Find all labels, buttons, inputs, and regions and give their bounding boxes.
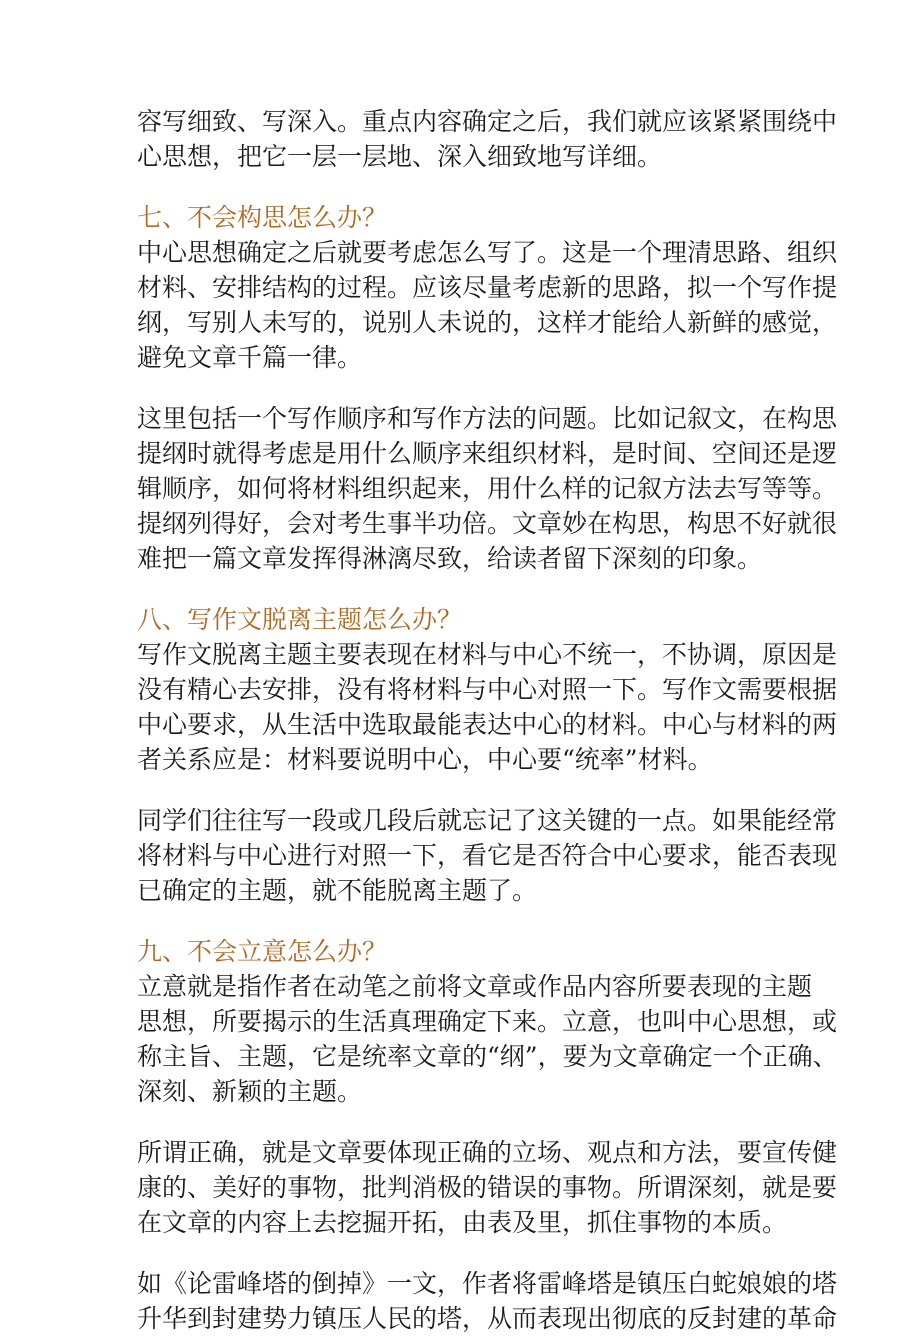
paragraph-line: 者关系应是：材料要说明中心，中心要“统率”材料。 bbox=[137, 745, 713, 774]
paragraph-line: 将材料与中心进行对照一下，看它是否符合中心要求，能否表现 bbox=[137, 841, 838, 870]
paragraph bbox=[137, 1266, 838, 1336]
section-9 bbox=[137, 934, 838, 1336]
paragraph bbox=[137, 803, 838, 908]
paragraph bbox=[137, 969, 838, 1109]
paragraph-line: 康的、美好的事物，批判消极的错误的事物。所谓深刻，就是要 bbox=[137, 1173, 838, 1202]
paragraph-line: 如《论雷峰塔的倒掉》一文，作者将雷峰塔是镇压白蛇娘娘的塔 bbox=[137, 1269, 838, 1298]
paragraph-line: 立意就是指作者在动笔之前将文章或作品内容所要表现的主题 bbox=[137, 972, 813, 1001]
paragraph-line: 提纲时就得考虑是用什么顺序来组织材料，是时间、空间还是逻 bbox=[137, 439, 838, 468]
paragraph-line: 心思想，把它一层一层地、深入细致地写详细。 bbox=[137, 142, 663, 171]
paragraph-line: 材料、安排结构的过程。应该尽量考虑新的思路，拟一个写作提 bbox=[137, 273, 838, 302]
section-heading: 八、写作文脱离主题怎么办？ bbox=[137, 605, 463, 634]
paragraph bbox=[137, 401, 838, 576]
paragraph-line: 中心要求，从生活中选取最能表达中心的材料。中心与材料的两 bbox=[137, 710, 838, 739]
paragraph-line: 升华到封建势力镇压人民的塔，从而表现出彻底的反封建的革命 bbox=[137, 1304, 838, 1333]
paragraph-line: 辑顺序，如何将材料组织起来，用什么样的记叙方法去写等等。 bbox=[137, 474, 838, 503]
intro-paragraph bbox=[137, 104, 838, 174]
paragraph bbox=[137, 1135, 838, 1240]
paragraph-line: 思想，所要揭示的生活真理确定下来。立意，也叫中心思想，或 bbox=[137, 1007, 838, 1036]
section-heading: 九、不会立意怎么办？ bbox=[137, 937, 388, 966]
paragraph-line: 写作文脱离主题主要表现在材料与中心不统一，不协调，原因是 bbox=[137, 640, 838, 669]
paragraph-line: 容写细致、写深入。重点内容确定之后，我们就应该紧紧围绕中 bbox=[137, 107, 838, 136]
section-heading: 七、不会构思怎么办？ bbox=[137, 203, 388, 232]
paragraph-line: 这里包括一个写作顺序和写作方法的问题。比如记叙文，在构思 bbox=[137, 404, 838, 433]
paragraph bbox=[137, 235, 838, 375]
paragraph-line: 已确定的主题，就不能脱离主题了。 bbox=[137, 876, 538, 905]
section-8 bbox=[137, 602, 838, 908]
paragraph-line: 同学们往往写一段或几段后就忘记了这关键的一点。如果能经常 bbox=[137, 806, 838, 835]
paragraph-line: 在文章的内容上去挖掘开拓，由表及里，抓住事物的本质。 bbox=[137, 1208, 788, 1237]
paragraph-line: 难把一篇文章发挥得淋漓尽致，给读者留下深刻的印象。 bbox=[137, 544, 763, 573]
paragraph bbox=[137, 637, 838, 777]
document-body bbox=[137, 104, 838, 1336]
paragraph-line: 没有精心去安排，没有将材料与中心对照一下。写作文需要根据 bbox=[137, 675, 838, 704]
paragraph-line: 避免文章千篇一律。 bbox=[137, 343, 363, 372]
paragraph-line: 所谓正确，就是文章要体现正确的立场、观点和方法，要宣传健 bbox=[137, 1138, 838, 1167]
paragraph-line: 称主旨、主题，它是统率文章的“纲”，要为文章确定一个正确、 bbox=[137, 1042, 838, 1071]
paragraph-line: 纲，写别人未写的，说别人未说的，这样才能给人新鲜的感觉， bbox=[137, 308, 838, 337]
section-7 bbox=[137, 200, 838, 576]
paragraph-line: 提纲列得好，会对考生事半功倍。文章妙在构思，构思不好就很 bbox=[137, 509, 838, 538]
paragraph-line: 深刻、新颖的主题。 bbox=[137, 1077, 363, 1106]
paragraph-line: 中心思想确定之后就要考虑怎么写了。这是一个理清思路、组织 bbox=[137, 238, 838, 267]
